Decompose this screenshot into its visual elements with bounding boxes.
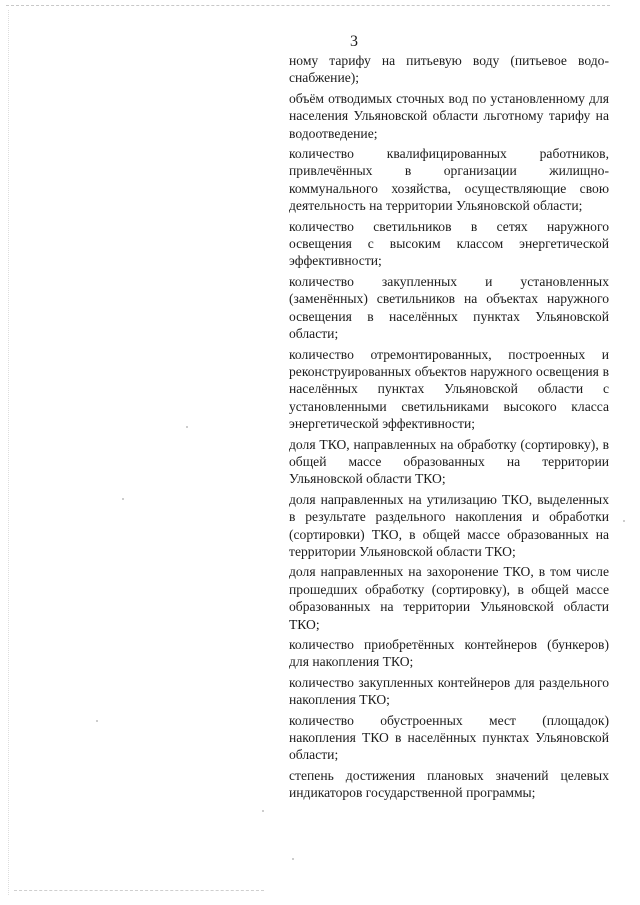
list-item: количество светильников в сетях наружного освещения с высоким классом энергетической эффективности; bbox=[289, 218, 609, 269]
scan-edge-top bbox=[6, 5, 610, 6]
scan-edge-left bbox=[8, 10, 9, 895]
list-item: ному тарифу на питьевую воду (питьевое водоснабжение); bbox=[289, 53, 609, 86]
list-item: доля направленных на захоронение ТКО, в том числе прошедших обработку (сортировку), в общей массе образованных на территории Ульяновской области ТКО; bbox=[289, 564, 609, 632]
list-item: количество закупленных и установленных (заменённых) светильников на объектах наружного освещения в населённых пунктах Ульяновской области; bbox=[289, 273, 609, 342]
list-item: количество отремонтированных, построенных и реконструированных объектов наружного освещения в населённых пунктах Ульяновской области с установленными светильниками высокого класса энергетической эффективности; bbox=[289, 346, 609, 432]
list-item: количество закупленных контейнеров для раздельного накопления ТКО; bbox=[289, 674, 609, 708]
scan-speck bbox=[623, 520, 625, 522]
body-text-column bbox=[289, 52, 609, 805]
list-item: количество приобретённых контейнеров (бункеров) для накопления ТКО; bbox=[289, 637, 609, 670]
list-item: объём отводимых сточных вод по установленному для населения Ульяновской области льготному тарифу на водоотведение; bbox=[289, 90, 609, 141]
scan-speck bbox=[122, 498, 124, 500]
list-item: количество квалифицированных работников, привлечённых в организации жилищно-коммунального хозяйства, осуществляющие свою деятельность на территории Ульяновской области; bbox=[289, 146, 609, 214]
scan-speck bbox=[292, 858, 294, 860]
page-number: 3 bbox=[350, 33, 358, 50]
scan-speck bbox=[186, 426, 188, 428]
scan-edge-bottom bbox=[14, 890, 264, 891]
list-item: количество обустроенных мест (площадок) накопления ТКО в населённых пунктах Ульяновской области; bbox=[289, 712, 609, 763]
scan-speck bbox=[96, 720, 98, 722]
scan-speck bbox=[262, 810, 264, 812]
list-item: степень достижения плановых значений целевых индикаторов государственной программы; bbox=[289, 767, 609, 801]
list-item: доля направленных на утилизацию ТКО, выделенных в результате раздельного накопления и обработки (сортировки) ТКО, в общей массе образованных на территории Ульяновской области ТКО; bbox=[289, 491, 609, 559]
list-item: доля ТКО, направленных на обработку (сортировку), в общей массе образованных на территории Ульяновской области ТКО; bbox=[289, 436, 609, 487]
